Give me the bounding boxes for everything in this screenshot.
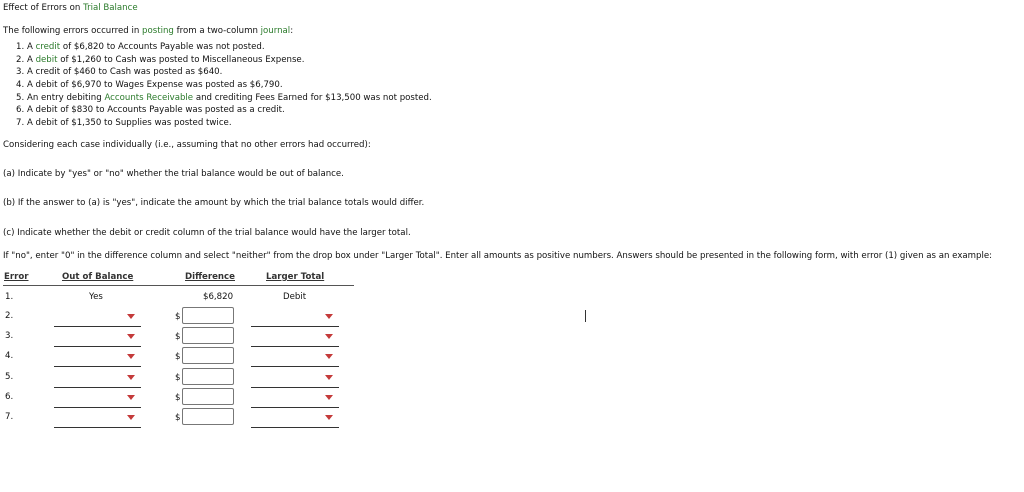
dollar-sign: $ [175,373,181,383]
question-a: (a) Indicate by "yes" or "no" whether the trial balance would be out of balance. [3,169,344,179]
dollar-sign: $ [175,393,181,403]
mouse-cursor [585,310,586,322]
out-of-balance-select[interactable] [54,368,141,388]
larger-total-select[interactable] [251,368,339,388]
intro-text: The following errors occurred in posting from a two-column journal: [3,26,294,36]
row-number: 7. [5,412,14,422]
out-of-balance-select[interactable] [54,408,141,428]
difference-input[interactable] [182,327,234,344]
difference-input[interactable] [182,408,234,425]
dollar-sign: $ [175,413,181,423]
row-number: 4. [5,351,14,361]
example-row [0,288,360,308]
posting-link[interactable]: posting [142,26,174,36]
out-of-balance-select[interactable] [54,347,141,367]
table-row [0,388,360,408]
chevron-down-icon [127,334,135,339]
row-number: 6. [5,392,14,402]
chevron-down-icon [325,395,333,400]
list-item: 5. An entry debiting Accounts Receivable and crediting Fees Earned for $13,500 was not posted. [16,92,432,103]
chevron-down-icon [325,334,333,339]
larger-total-select[interactable] [251,327,339,347]
difference-input[interactable] [182,347,234,364]
page-title: Effect of Errors on Trial Balance [3,3,138,13]
larger-total-select[interactable] [251,347,339,367]
list-item: 3. A credit of $460 to Cash was posted as $640. [16,67,223,78]
chevron-down-icon [325,354,333,359]
trial-balance-link[interactable]: Trial Balance [83,3,138,13]
difference-input[interactable] [182,388,234,405]
considering-text: Considering each case individually (i.e., assuming that no other errors had occurred): [3,140,371,150]
dollar-sign: $ [175,312,181,322]
out-of-balance-select[interactable] [54,388,141,408]
chevron-down-icon [325,375,333,380]
difference-input[interactable] [182,307,234,324]
table-row [0,408,360,428]
header-out-of-balance: Out of Balance [62,272,134,282]
header-divider [3,285,354,286]
debit-link[interactable]: debit [35,54,58,65]
journal-link[interactable]: journal [260,26,291,36]
error-list [5,41,432,130]
question-b: (b) If the answer to (a) is "yes", indicate the amount by which the trial balance totals would differ. [3,198,425,208]
larger-total-select[interactable] [251,408,339,428]
question-c: (c) Indicate whether the debit or credit column of the trial balance would have the larger total. [3,228,411,238]
table-row [0,307,360,327]
table-row [0,327,360,347]
larger-total-select[interactable] [251,388,339,408]
row-number: 2. [5,311,14,321]
chevron-down-icon [127,314,135,319]
out-of-balance-select[interactable] [54,307,141,327]
row-number: 3. [5,331,14,341]
larger-total-select[interactable] [251,307,339,327]
chevron-down-icon [127,395,135,400]
list-item: 6. A debit of $830 to Accounts Payable was posted as a credit. [16,105,285,116]
chevron-down-icon [325,415,333,420]
chevron-down-icon [127,375,135,380]
out-of-balance-select[interactable] [54,327,141,347]
example-larger-total: Debit [283,292,307,302]
list-item: 1. A credit of $6,820 to Accounts Payable was not posted. [16,42,265,52]
row-number: 1. [5,292,14,302]
table-row [0,368,360,388]
list-item: 4. A debit of $6,970 to Wages Expense was posted as $6,790. [16,80,283,91]
difference-input[interactable] [182,368,234,385]
list-item: 7. A debit of $1,350 to Supplies was posted twice. [16,118,232,129]
credit-link[interactable]: credit [35,42,61,52]
chevron-down-icon [325,314,333,319]
accounts-receivable-link[interactable]: Accounts Receivable [104,92,194,103]
header-error: Error [4,272,29,282]
list-item: 2. A debit of $1,260 to Cash was posted to Miscellaneous Expense. [16,54,305,65]
example-difference: $6,820 [203,292,234,302]
table-row [0,347,360,367]
instructions-text: If "no", enter "0" in the difference column and select "neither" from the drop box under "Larger Total". Enter all amounts as positive numbers. Answers should be presented in the following form, with error (1) given as an example: [3,251,993,261]
chevron-down-icon [127,415,135,420]
row-number: 5. [5,372,14,382]
header-difference: Difference [185,272,235,282]
dollar-sign: $ [175,352,181,362]
chevron-down-icon [127,354,135,359]
dollar-sign: $ [175,332,181,342]
header-larger-total: Larger Total [266,272,325,282]
example-out-of-balance: Yes [89,292,103,302]
